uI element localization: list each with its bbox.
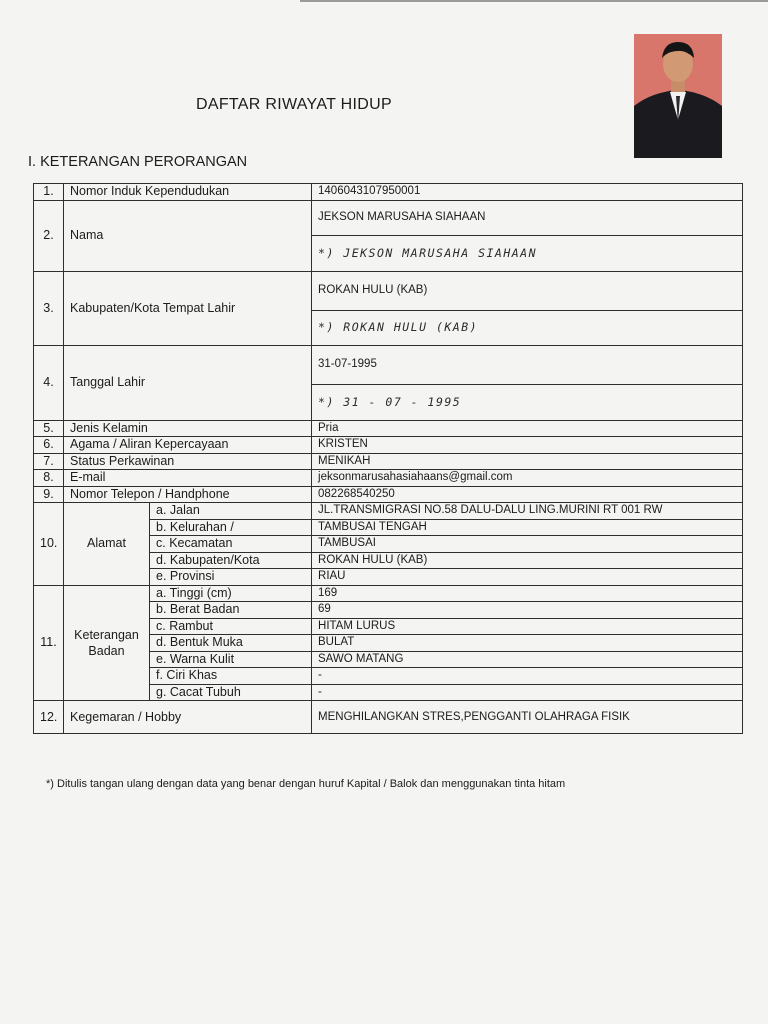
sub-label: a. Tinggi (cm)	[150, 585, 312, 602]
sub-value: -	[312, 684, 743, 701]
sub-label: e. Warna Kulit	[150, 651, 312, 668]
sub-label: e. Provinsi	[150, 569, 312, 586]
sub-label: d. Kabupaten/Kota	[150, 552, 312, 569]
biodata-table	[33, 183, 743, 734]
agama-value: KRISTEN	[312, 437, 743, 454]
tgl-handwritten: *) 31 - 07 - 1995	[312, 385, 743, 420]
row-tgl	[34, 345, 743, 385]
row-hobby	[34, 701, 743, 734]
status-value: MENIKAH	[312, 453, 743, 470]
sub-value: -	[312, 668, 743, 685]
kota-value: ROKAN HULU (KAB)	[312, 271, 743, 310]
field-label: Nomor Induk Kependudukan	[64, 184, 312, 201]
row-email	[34, 470, 743, 487]
field-label: Alamat	[64, 503, 150, 586]
sub-value: ROKAN HULU (KAB)	[312, 552, 743, 569]
sub-label: g. Cacat Tubuh	[150, 684, 312, 701]
section-heading: I. KETERANGAN PERORANGAN	[28, 154, 248, 170]
sub-label: b. Berat Badan	[150, 602, 312, 619]
row-number: 7.	[34, 453, 64, 470]
field-label: Tanggal Lahir	[64, 345, 312, 420]
sub-label: f. Ciri Khas	[150, 668, 312, 685]
row-number: 9.	[34, 486, 64, 503]
field-label: Kegemaran / Hobby	[64, 701, 312, 734]
row-number: 10.	[34, 503, 64, 586]
row-number: 5.	[34, 420, 64, 437]
nik-value: 1406043107950001	[312, 184, 743, 201]
sub-value: TAMBUSAI TENGAH	[312, 519, 743, 536]
field-label: Nama	[64, 200, 312, 271]
document-title: DAFTAR RIWAYAT HIDUP	[196, 96, 392, 113]
row-number: 12.	[34, 701, 64, 734]
row-nama	[34, 200, 743, 236]
portrait-illustration	[634, 34, 722, 158]
row-kota	[34, 271, 743, 310]
field-label: Kabupaten/Kota Tempat Lahir	[64, 271, 312, 345]
sub-value: 169	[312, 585, 743, 602]
row-number: 8.	[34, 470, 64, 487]
field-label: Keterangan Badan	[64, 585, 150, 701]
field-label: Agama / Aliran Kepercayaan	[64, 437, 312, 454]
sub-value: JL.TRANSMIGRASI NO.58 DALU-DALU LING.MURINI RT 001 RW	[312, 503, 743, 520]
tgl-value: 31-07-1995	[312, 345, 743, 385]
kota-handwritten: *) ROKAN HULU (KAB)	[312, 310, 743, 345]
row-alamat-jalan	[34, 503, 743, 520]
row-badan-tinggi	[34, 585, 743, 602]
row-jenis-kelamin	[34, 420, 743, 437]
row-number: 4.	[34, 345, 64, 420]
sub-label: c. Rambut	[150, 618, 312, 635]
field-label: Jenis Kelamin	[64, 420, 312, 437]
hobby-value: MENGHILANGKAN STRES,PENGGANTI OLAHRAGA FISIK	[312, 701, 743, 734]
row-telepon	[34, 486, 743, 503]
sub-label: c. Kecamatan	[150, 536, 312, 553]
field-label: Nomor Telepon / Handphone	[64, 486, 312, 503]
row-number: 11.	[34, 585, 64, 701]
sub-value: TAMBUSAI	[312, 536, 743, 553]
row-nik	[34, 184, 743, 201]
sub-value: HITAM LURUS	[312, 618, 743, 635]
row-number: 3.	[34, 271, 64, 345]
row-number: 1.	[34, 184, 64, 201]
field-label: E-mail	[64, 470, 312, 487]
row-status	[34, 453, 743, 470]
sub-label: a. Jalan	[150, 503, 312, 520]
telp-value: 082268540250	[312, 486, 743, 503]
sub-value: BULAT	[312, 635, 743, 652]
nama-value: JEKSON MARUSAHA SIAHAAN	[312, 200, 743, 236]
sub-value: SAWO MATANG	[312, 651, 743, 668]
scan-edge-line	[300, 0, 768, 2]
sub-value: RIAU	[312, 569, 743, 586]
row-number: 2.	[34, 200, 64, 271]
sub-label: d. Bentuk Muka	[150, 635, 312, 652]
sub-value: 69	[312, 602, 743, 619]
footnote: *) Ditulis tangan ulang dengan data yang benar dengan huruf Kapital / Balok dan menggunakan tinta hitam	[46, 778, 566, 790]
sub-label: b. Kelurahan /	[150, 519, 312, 536]
field-label: Status Perkawinan	[64, 453, 312, 470]
jk-value: Pria	[312, 420, 743, 437]
row-agama	[34, 437, 743, 454]
portrait-photo	[634, 34, 722, 158]
nama-handwritten: *) JEKSON MARUSAHA SIAHAAN	[312, 236, 743, 272]
email-value: jeksonmarusahasiahaans@gmail.com	[312, 470, 743, 487]
row-number: 6.	[34, 437, 64, 454]
